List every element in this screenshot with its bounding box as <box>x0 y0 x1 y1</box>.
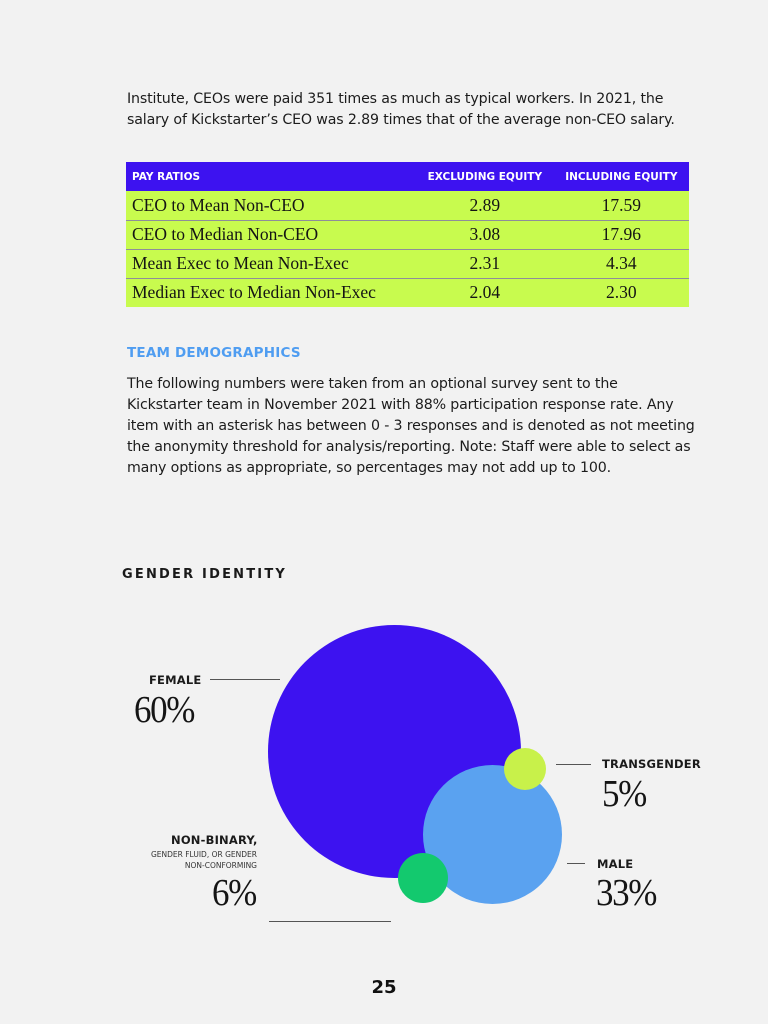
row-excluding-value: 3.08 <box>416 220 554 249</box>
transgender-label: TRANSGENDER <box>602 757 701 771</box>
row-including-value: 17.59 <box>554 191 689 220</box>
table-row <box>126 278 689 307</box>
gender-identity-title: GENDER IDENTITY <box>122 567 288 582</box>
female-label: FEMALE <box>149 673 202 687</box>
male-leader-line <box>567 863 585 864</box>
row-excluding-value: 2.31 <box>416 249 554 278</box>
row-including-value: 17.96 <box>554 220 689 249</box>
row-excluding-value: 2.04 <box>416 278 554 307</box>
non-binary-leader-line <box>269 921 391 922</box>
header-pay-ratios: PAY RATIOS <box>126 162 416 191</box>
table-row <box>126 220 689 249</box>
header-excluding-equity: EXCLUDING EQUITY <box>416 162 554 191</box>
non-binary-sublabel-2: NON-CONFORMING <box>184 861 257 870</box>
row-including-value: 2.30 <box>554 278 689 307</box>
row-label: CEO to Mean Non-CEO <box>126 191 416 220</box>
table-header-row <box>126 162 689 191</box>
non-binary-sublabel-1: GENDER FLUID, OR GENDER <box>150 850 257 859</box>
non-binary-bubble <box>398 853 448 903</box>
male-label: MALE <box>597 857 634 871</box>
transgender-leader-line <box>556 764 591 765</box>
female-leader-line <box>210 679 280 680</box>
transgender-bubble <box>504 748 546 790</box>
row-excluding-value: 2.89 <box>416 191 554 220</box>
female-value: 60% <box>134 689 194 731</box>
male-value: 33% <box>596 872 656 914</box>
table-row <box>126 249 689 278</box>
non-binary-value: 6% <box>212 872 256 914</box>
transgender-value: 5% <box>602 773 646 815</box>
row-label: Mean Exec to Mean Non-Exec <box>126 249 416 278</box>
team-demographics-heading: TEAM DEMOGRAPHICS <box>127 345 301 361</box>
table-row <box>126 191 689 220</box>
row-including-value: 4.34 <box>554 249 689 278</box>
row-label: Median Exec to Median Non-Exec <box>126 278 416 307</box>
intro-paragraph: Institute, CEOs were paid 351 times as much as typical workers. In 2021, the salary of Kickstarter’s CEO was 2.89 times that of the average non-CEO salary. <box>127 91 675 128</box>
non-binary-label: NON-BINARY, <box>171 833 258 847</box>
pay-ratios-table <box>126 162 689 307</box>
header-including-equity: INCLUDING EQUITY <box>554 162 689 191</box>
row-label: CEO to Median Non-CEO <box>126 220 416 249</box>
page-number: 25 <box>371 977 397 998</box>
team-demographics-paragraph: The following numbers were taken from an optional survey sent to the Kickstarter team in November 2021 with 88% participation response rate. Any item with an asterisk has between 0 - 3 responses and is denoted as not meeting the anonymity threshold for analysis/reporting. Note: Staff were able to select as many options as appropriate, so percentages may not add up to 100. <box>127 376 695 476</box>
